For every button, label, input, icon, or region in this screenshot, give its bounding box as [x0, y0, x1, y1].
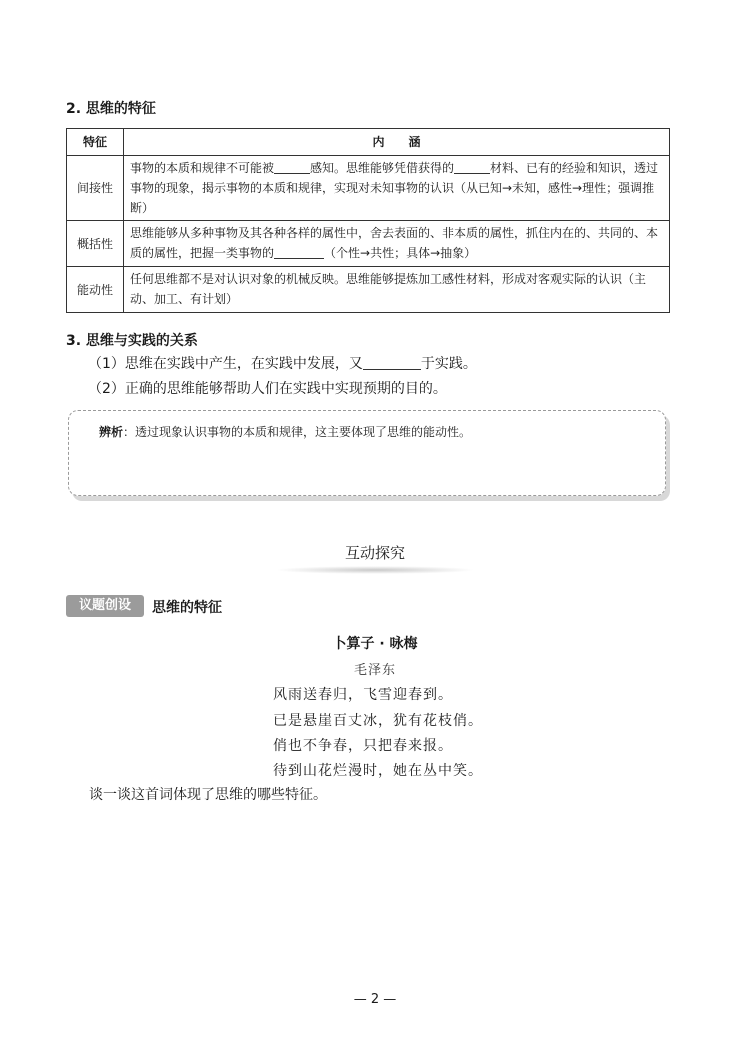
analysis-label: 辨析 — [99, 425, 124, 439]
table-header-row — [67, 129, 670, 156]
question-text: 谈一谈这首词体现了思维的哪些特征。 — [89, 787, 327, 803]
fill-blank — [274, 244, 324, 259]
desc-text: （个性→共性；具体→抽象） — [324, 246, 477, 260]
item-label: （2） — [88, 381, 125, 397]
list-item — [88, 353, 477, 373]
analysis-box — [68, 410, 666, 496]
row-desc-initiative: 任何思维都不是对认识对象的机械反映。思维能够提炼加工感性材料，形成对客观实际的认识（主动、加工、有计划） — [124, 267, 670, 313]
row-desc-generality — [124, 221, 670, 267]
page-number: — 2 — — [353, 992, 397, 1007]
section-2-title: 2. 思维的特征 — [66, 101, 156, 117]
fill-blank — [454, 159, 490, 174]
poem-title: 卜算子 · 咏梅 — [332, 636, 418, 652]
desc-text: 感知。思维能够凭借获得的 — [310, 161, 455, 175]
fill-blank — [274, 159, 310, 174]
features-table — [66, 128, 670, 313]
list-item — [88, 378, 447, 398]
desc-text: 思维能够从多种事物及其各种各样的属性中，舍去表面的、非本质的属性，抓住内在的、共同的、本质的属性，把握一类事物的 — [130, 226, 659, 260]
poem-line: 已是悬崖百丈冰，犹有花枝俏。 — [273, 713, 483, 729]
topic-title: 思维的特征 — [152, 600, 222, 616]
header-feature: 特征 — [67, 129, 124, 156]
item-text: 于实践。 — [420, 356, 477, 372]
interactive-title: 互动探究 — [344, 544, 405, 562]
item-text: 正确的思维能够帮助人们在实践中实现预期的目的。 — [124, 381, 447, 397]
analysis-text-line — [99, 423, 471, 440]
row-name-initiative: 能动性 — [67, 267, 124, 313]
row-desc-indirectness — [124, 156, 670, 221]
desc-text: 材料、已有的经验和知识，透过事物的现象，揭示事物的本质和规律，实现对未知事物的认识（从已知→未知，感性→理性；强调推断） — [130, 161, 659, 215]
poem-line: 风雨送春归，飞雪迎春到。 — [273, 687, 453, 703]
topic-tag: 议题创设 — [66, 595, 144, 617]
header-connotation: 内 涵 — [124, 129, 670, 156]
analysis-text: ：透过现象认识事物的本质和规律，这主要体现了思维的能动性。 — [123, 425, 472, 439]
poem-line: 俏也不争春，只把春来报。 — [273, 738, 453, 754]
poem-line: 待到山花烂漫时，她在丛中笑。 — [273, 763, 483, 779]
row-name-generality: 概括性 — [67, 221, 124, 267]
title-decoration — [275, 566, 475, 574]
poem-author: 毛泽东 — [353, 663, 396, 678]
desc-text: 事物的本质和规律不可能被 — [130, 161, 275, 175]
item-text: 思维在实践中产生，在实践中发展，又 — [124, 356, 363, 372]
table-row — [67, 156, 670, 221]
table-row — [67, 267, 670, 313]
row-name-indirectness: 间接性 — [67, 156, 124, 221]
section-3-title: 3. 思维与实践的关系 — [66, 333, 198, 349]
fill-blank — [363, 355, 421, 370]
item-label: （1） — [88, 356, 125, 372]
table-row — [67, 221, 670, 267]
